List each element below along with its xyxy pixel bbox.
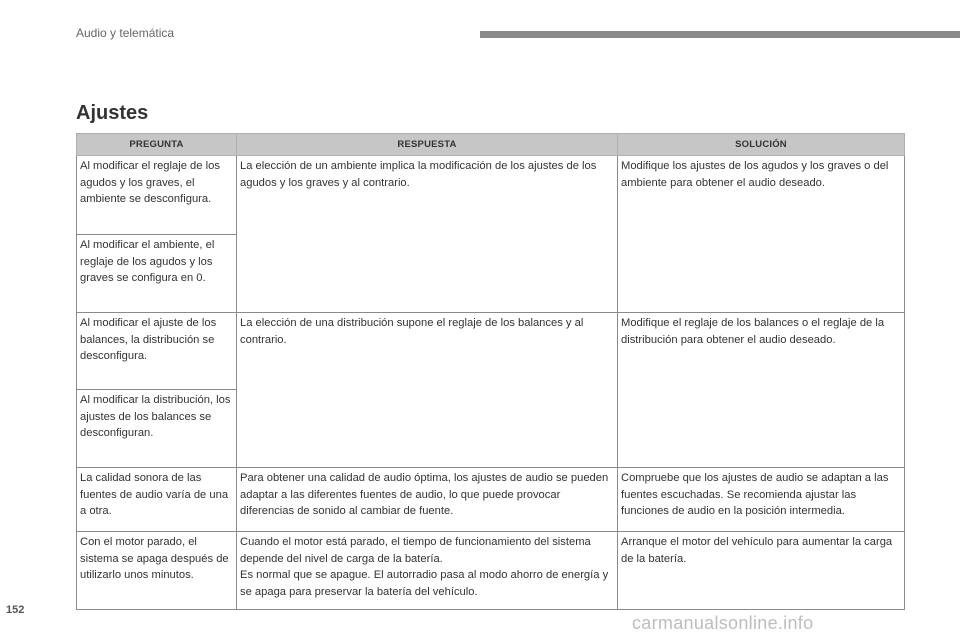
page-number: 152 xyxy=(6,604,25,616)
question-cell: Al modificar el reglaje de los agudos y los graves, el ambiente se desconfigura. xyxy=(77,156,237,235)
question-cell: Al modificar el ajuste de los balances, la distribución se desconfigura. xyxy=(77,313,237,390)
answer-cell: La elección de una distribución supone el reglaje de los balances y al contrario. xyxy=(237,313,618,468)
question-cell: Al modificar la distribución, los ajustes de los balances se desconfiguran. xyxy=(77,390,237,468)
table-row xyxy=(77,156,905,235)
faq-table xyxy=(76,133,905,610)
column-header-question: PREGUNTA xyxy=(77,134,237,156)
column-header-answer: RESPUESTA xyxy=(237,134,618,156)
solution-cell: Modifique el reglaje de los balances o el reglaje de la distribución para obtener el audio deseado. xyxy=(618,313,905,468)
question-cell: Al modificar el ambiente, el reglaje de los agudos y los graves se configura en 0. xyxy=(77,235,237,313)
answer-cell xyxy=(237,532,618,610)
section-title: Audio y telemática xyxy=(76,26,175,40)
question-cell: Con el motor parado, el sistema se apaga después de utilizarlo unos minutos. xyxy=(77,532,237,610)
table-header-row xyxy=(77,134,905,156)
answer-line: Es normal que se apague. El autorradio pasa al modo ahorro de energía y se apaga para preservar la batería del vehículo. xyxy=(240,569,609,598)
watermark: carmanualsonline.info xyxy=(632,613,814,633)
answer-line: Cuando el motor está parado, el tiempo de funcionamiento del sistema depende del nivel de carga de la batería. xyxy=(240,536,591,565)
header-bar xyxy=(480,31,960,38)
solution-cell: Modifique los ajustes de los agudos y los graves o del ambiente para obtener el audio deseado. xyxy=(618,156,905,313)
solution-cell: Arranque el motor del vehículo para aumentar la carga de la batería. xyxy=(618,532,905,610)
question-cell: La calidad sonora de las fuentes de audio varía de una a otra. xyxy=(77,468,237,532)
column-header-solution: SOLUCIÓN xyxy=(618,134,905,156)
solution-cell: Compruebe que los ajustes de audio se adaptan a las fuentes escuchadas. Se recomienda ajustar las funciones de audio en la posición intermedia. xyxy=(618,468,905,532)
table-row xyxy=(77,532,905,610)
table-row xyxy=(77,313,905,390)
answer-cell: La elección de un ambiente implica la modificación de los ajustes de los agudos y los graves y al contrario. xyxy=(237,156,618,313)
page-heading: Ajustes xyxy=(76,102,149,124)
table-row xyxy=(77,468,905,532)
answer-cell: Para obtener una calidad de audio óptima, los ajustes de audio se pueden adaptar a las diferentes fuentes de audio, lo que puede provocar diferencias de sonido al cambiar de fuente. xyxy=(237,468,618,532)
